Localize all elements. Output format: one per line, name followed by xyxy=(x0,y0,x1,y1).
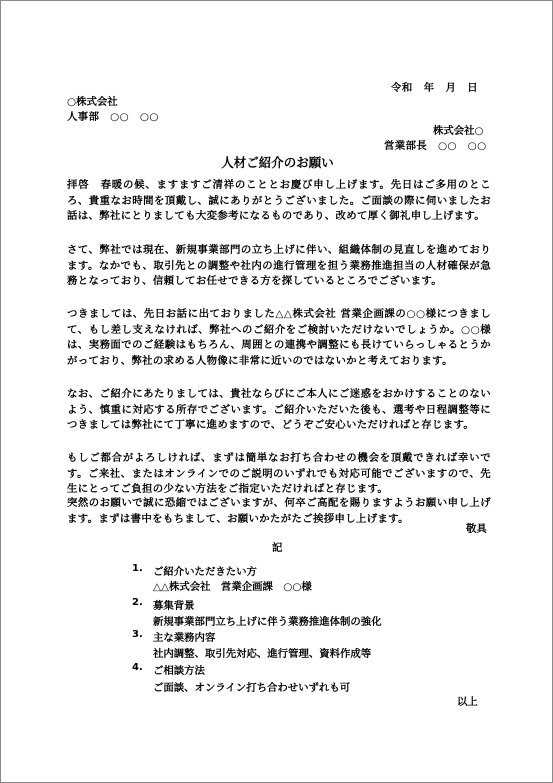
list-item-heading: ご相談方法 xyxy=(153,665,205,677)
paragraph-background xyxy=(67,243,491,290)
list-item-heading: ご紹介いただきたい方 xyxy=(153,566,257,578)
list-item-number: 3. xyxy=(132,629,143,640)
list-item-number: 2. xyxy=(132,597,143,608)
paragraph-closing xyxy=(67,496,491,527)
list-item-detail: △△株式会社 営業企画課 ○○様 xyxy=(153,581,312,593)
closing-keigu: 敬具 xyxy=(466,523,487,535)
paragraph-request xyxy=(67,307,491,369)
list-item-detail: 新規事業部門立ち上げに伴う業務推進体制の強化 xyxy=(153,616,382,628)
list-item-detail: ご面談、オンライン打ち合わせいずれも可 xyxy=(153,682,351,694)
list-item-heading: 主な業務内容 xyxy=(153,632,216,644)
list-item-heading: 募集背景 xyxy=(153,600,195,612)
page-title: 人材ご紹介のお願い xyxy=(221,155,334,170)
recipient-company: ○株式会社 xyxy=(67,96,118,108)
paragraph-care xyxy=(67,387,491,434)
paragraph-text: なお、ご紹介にあたりましては、貴社ならびにご本人にご迷惑をおかけすることのないよう、慎重に対応する所存でございます。ご紹介いただいた後も、選考や日程調整等につきましては弊社にて丁寧に進めますので、どうぞご安心いただければと存じます。 xyxy=(67,388,491,432)
paragraph-text: つきましては、先日お話に出ておりました△△株式会社 営業企画課の○○様につきまして、もし差し支えなければ、弊社へのご紹介をご検討いただけないでしょうか。○○様は、実務面でのご経験はもちろん、周囲との連携や調整にも長けていらっしゃるとうかがっており、弊社の求める人物像に非常に近いのではないかと考えております。 xyxy=(67,308,491,367)
paragraph-greeting xyxy=(67,178,491,225)
date: 令和 年 月 日 xyxy=(391,82,479,94)
end-ijou: 以上 xyxy=(457,696,478,708)
paragraph-text: さて、弊社では現在、新規事業部門の立ち上げに伴い、組織体制の見直しを進めております。なかでも、取引先との調整や社内の進行管理を担う業務推進担当の人材確保が急務となっており、信頼してお任せできる方を探しているところでございます。 xyxy=(67,244,491,288)
sender-person: 営業部長 ○○ ○○ xyxy=(384,140,487,152)
paragraph-text: もしご都合がよろしければ、まずは簡単なお打ち合わせの機会を頂戴できれば幸いです。ご来社、またはオンラインでのご説明のいずれでも対応可能でございますので、先生にとってご負担の少ない方法をご指定いただければと存じます。 xyxy=(67,452,491,496)
list-item-number: 4. xyxy=(132,662,143,673)
paragraph-text: 拝啓 春暖の候、ますますご清祥のこととお慶び申し上げます。先日はご多用のところ、貴重なお時間を頂戴し、誠にありがとうございました。ご面談の際に伺いましたお話は、弊社にとりましても大変参考になるものであり、改めて厚く御礼申し上げます。 xyxy=(67,179,491,223)
paragraph-meeting xyxy=(67,451,491,498)
sender-company: 株式会社○ xyxy=(433,125,484,137)
paragraph-text: 突然のお願いで誠に恐縮ではございますが、何卒ご高配を賜りますようお願い申し上げます。まずは書中をもちまして、お願いかたがたご挨拶申し上げます。 xyxy=(67,497,491,525)
ki-heading: 記 xyxy=(272,542,283,554)
list-item-number: 1. xyxy=(132,563,143,574)
recipient-person: 人事部 ○○ ○○ xyxy=(67,111,159,123)
list-item-detail: 社内調整、取引先対応、進行管理、資料作成等 xyxy=(153,648,372,660)
